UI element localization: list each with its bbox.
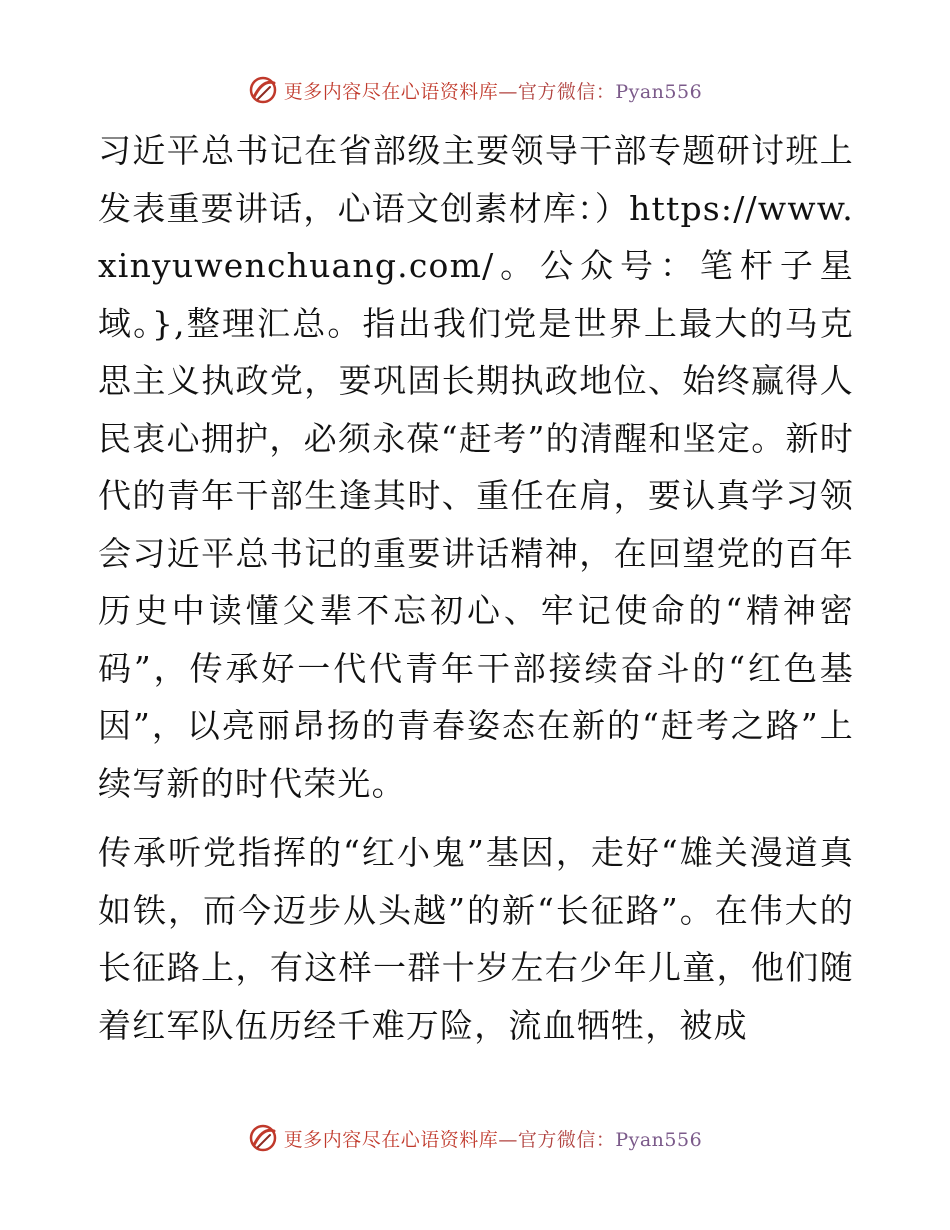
watermark-text [284,77,702,104]
watermark-part3: Pyan556 [615,1128,703,1151]
watermark-text [284,1125,702,1152]
watermark-part1: 更多内容尽在心语资料库 [283,1128,499,1151]
paragraph-1: 习近平总书记在省部级主要领导干部专题研讨班上发表重要讲话，心语文创素材库：）https://www.xinyuwenchuang.com/。公众号：笔杆子星域。},整理汇总。指出我们党是世界上最大的马克思主义执政党，要巩固长期执政地位、始终赢得人民衷心拥护，必须永葆“赶考”的清醒和坚定。新时代的青年干部生逢其时、重任在肩，要认真学习领会习近平总书记的重要讲话精神，在回望党的百年历史中读懂父辈不忘初心、牢记使命的“精神密码”，传承好一代代青年干部接续奋斗的“红色基因”，以亮丽昂扬的青春姿态在新的“赶考之路”上续写新的时代荣光。 [98,131,854,803]
watermark-part1: 更多内容尽在心语资料库 [283,80,499,103]
watermark-part2: —官方微信： [498,1128,616,1151]
watermark-header [0,70,950,110]
watermark-part2: —官方微信： [498,80,616,103]
watermark-footer [0,1118,950,1158]
xinyu-logo-icon [248,1123,278,1153]
xinyu-logo-icon [248,75,278,105]
paragraph-2: 传承听党指挥的“红小鬼”基因，走好“雄关漫道真如铁，而今迈步从头越”的新“长征路”。在伟大的长征路上，有这样一群十岁左右少年儿童，他们随着红军队伍历经千难万险，流血牺牲，被成 [98,833,854,1045]
watermark-part3: Pyan556 [615,80,703,103]
document-body [98,122,854,1054]
